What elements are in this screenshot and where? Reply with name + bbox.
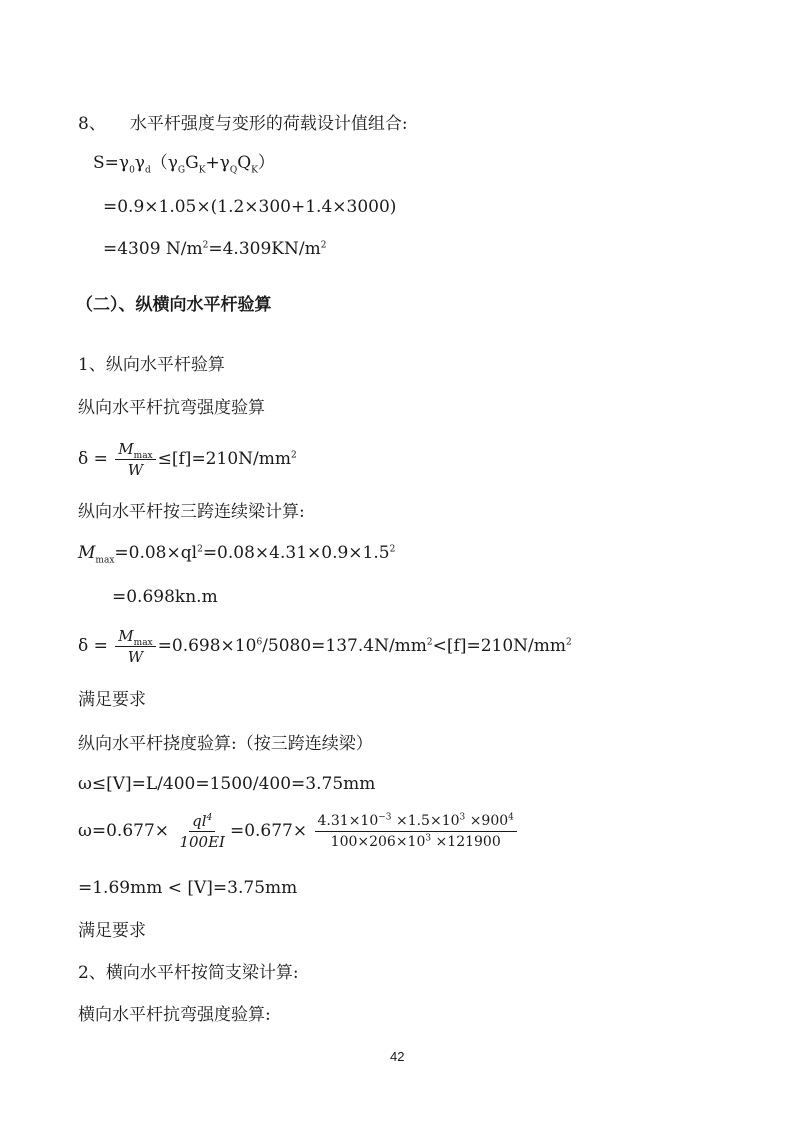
section-number: 8、 [78,114,106,134]
formula-calc-line: =0.9×1.05×(1.2×300+1.4×3000) [103,197,397,217]
formula-load-combination: $S=\gamma_0\gamma_d(\gamma_GG_K+\gamma_QQ_K)$ [93,153,275,176]
equation-stress-limit: δ = $\frac{M_{max}}{W}$ $\le[f]=210N/mm^2$ [78,440,297,479]
formula-result-line: =4309 $N/m^2=4.309KN/m^2$ [103,239,327,259]
equation-stress-check: δ = $\frac{M_{max}}{W}$ $=0.698\times 10^6/5080=137.4N/mm^2<[f]=210N/mm^2$ [78,627,572,666]
conclusion-satisfied: 满足要求 [78,921,146,941]
fraction-ql4-over-100ei: $\frac{ql^4}{100EI}$ [179,812,225,851]
fraction-m-over-w: $\frac{M_{max}}{W}$ [115,440,155,479]
part-2-heading: 2、横向水平杆按简支梁计算: [78,963,299,983]
section-8-heading [78,113,408,135]
subheading-transverse-bending: 横向水平杆抗弯强度验算: [78,1005,271,1025]
paragraph-continuous-beam: 纵向水平杆按三跨连续梁计算: [78,502,305,522]
section-2-heading: （二）、纵横向水平杆验算 [76,295,272,315]
conclusion-satisfied: 满足要求 [78,690,146,710]
page-number: 42 [390,1049,405,1064]
equation-deflection-calc: ω=0.677× $\frac{ql^4}{100EI}$ =0.677× $\frac{4.31\times 10^{-3} \times 1.5\times 10^3 \times 900^4}{100\times 206\times 10^3 \times 121900}$ [78,812,519,860]
fraction-deflection-values: $\frac{4.31\times 10^{-3} \times 1.5\times 10^3 \times 900^4}{100\times 206\times 10^3 \times 121900}$ [315,812,517,851]
subheading-bending-strength: 纵向水平杆抗弯强度验算 [78,398,265,418]
equation-deflection-result: =1.69mm < [V]=3.75mm [78,878,298,898]
subheading-deflection: 纵向水平杆挠度验算:（按三跨连续梁） [78,734,373,754]
equation-mmax-result: =0.698kn.m [112,587,218,607]
part-1-heading: 1、纵向水平杆验算 [78,355,225,375]
equation-mmax: $M_{max}=0.08\times ql^2=0.08\times 4.31\times 0.9\times 1.5^2$ [78,543,396,566]
fraction-m-over-w: $\frac{M_{max}}{W}$ [115,627,155,666]
equation-deflection-limit: ω≤[V]=L/400=1500/400=3.75mm [78,774,376,794]
section-title: 水平杆强度与变形的荷载设计值组合: [129,114,408,134]
